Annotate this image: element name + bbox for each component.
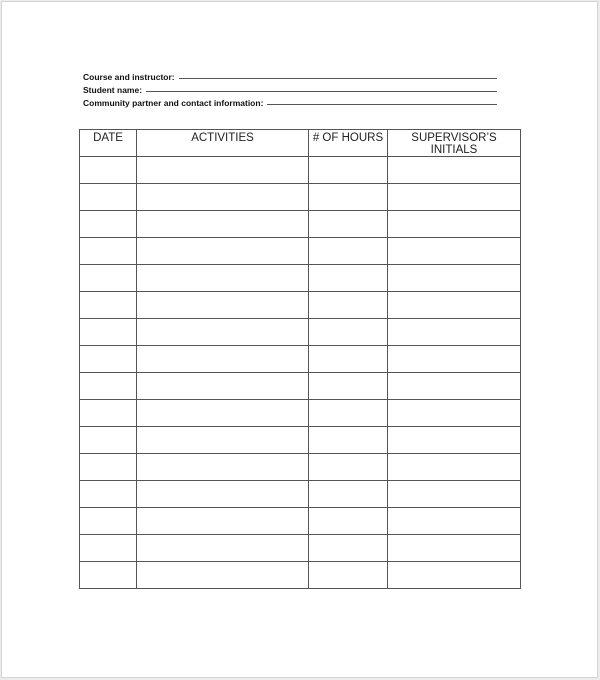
hours-cell[interactable] [309, 535, 388, 562]
table-row [80, 562, 521, 589]
initials-cell[interactable] [388, 373, 521, 400]
table-row [80, 481, 521, 508]
initials-cell[interactable] [388, 535, 521, 562]
activities-column-header: ACTIVITIES [137, 130, 309, 157]
initials-cell[interactable] [388, 427, 521, 454]
student-name-line[interactable] [146, 91, 497, 92]
activities-cell[interactable] [137, 400, 309, 427]
hours-cell[interactable] [309, 319, 388, 346]
date-column-header: DATE [80, 130, 137, 157]
activities-cell[interactable] [137, 292, 309, 319]
hours-cell[interactable] [309, 211, 388, 238]
date-cell[interactable] [80, 373, 137, 400]
hours-cell[interactable] [309, 400, 388, 427]
table-row [80, 535, 521, 562]
hours-cell[interactable] [309, 265, 388, 292]
initials-cell[interactable] [388, 211, 521, 238]
hours-cell[interactable] [309, 427, 388, 454]
activities-cell[interactable] [137, 373, 309, 400]
table-row [80, 427, 521, 454]
activities-cell[interactable] [137, 508, 309, 535]
initials-cell[interactable] [388, 454, 521, 481]
supervisor-initials-column-header: SUPERVISOR’S INITIALS [388, 130, 521, 157]
student-name-label: Student name: [83, 85, 143, 95]
hours-cell[interactable] [309, 481, 388, 508]
hours-cell[interactable] [309, 346, 388, 373]
activities-cell[interactable] [137, 319, 309, 346]
activities-cell[interactable] [137, 346, 309, 373]
date-cell[interactable] [80, 454, 137, 481]
table-row [80, 265, 521, 292]
date-cell[interactable] [80, 265, 137, 292]
hours-cell[interactable] [309, 454, 388, 481]
hours-cell[interactable] [309, 238, 388, 265]
activities-cell[interactable] [137, 535, 309, 562]
date-cell[interactable] [80, 481, 137, 508]
date-cell[interactable] [80, 184, 137, 211]
header-fields [83, 69, 497, 108]
initials-cell[interactable] [388, 481, 521, 508]
hours-cell[interactable] [309, 292, 388, 319]
course-instructor-field [83, 69, 497, 82]
course-instructor-label: Course and instructor: [83, 72, 175, 82]
initials-cell[interactable] [388, 265, 521, 292]
community-partner-label: Community partner and contact information: [83, 98, 264, 108]
activities-cell[interactable] [137, 562, 309, 589]
table-header-row [80, 130, 521, 157]
date-cell[interactable] [80, 508, 137, 535]
table-row [80, 454, 521, 481]
initials-cell[interactable] [388, 319, 521, 346]
initials-cell[interactable] [388, 562, 521, 589]
hours-cell[interactable] [309, 157, 388, 184]
table-row [80, 292, 521, 319]
activities-cell[interactable] [137, 211, 309, 238]
student-name-field [83, 82, 497, 95]
community-partner-line[interactable] [267, 104, 497, 105]
date-cell[interactable] [80, 535, 137, 562]
initials-cell[interactable] [388, 400, 521, 427]
table-row [80, 400, 521, 427]
table-row [80, 184, 521, 211]
date-cell[interactable] [80, 292, 137, 319]
table-row [80, 508, 521, 535]
activities-cell[interactable] [137, 157, 309, 184]
activities-cell[interactable] [137, 454, 309, 481]
hours-cell[interactable] [309, 373, 388, 400]
date-cell[interactable] [80, 157, 137, 184]
table-row [80, 238, 521, 265]
initials-cell[interactable] [388, 346, 521, 373]
hours-cell[interactable] [309, 562, 388, 589]
table-row [80, 373, 521, 400]
table-row [80, 346, 521, 373]
table-row [80, 211, 521, 238]
activities-cell[interactable] [137, 184, 309, 211]
date-cell[interactable] [80, 400, 137, 427]
table-row [80, 319, 521, 346]
hours-column-header: # OF HOURS [309, 130, 388, 157]
date-cell[interactable] [80, 211, 137, 238]
date-cell[interactable] [80, 427, 137, 454]
hours-cell[interactable] [309, 508, 388, 535]
date-cell[interactable] [80, 238, 137, 265]
initials-cell[interactable] [388, 238, 521, 265]
activities-cell[interactable] [137, 427, 309, 454]
initials-cell[interactable] [388, 184, 521, 211]
date-cell[interactable] [80, 346, 137, 373]
activities-cell[interactable] [137, 481, 309, 508]
initials-cell[interactable] [388, 508, 521, 535]
date-cell[interactable] [80, 562, 137, 589]
initials-cell[interactable] [388, 292, 521, 319]
date-cell[interactable] [80, 319, 137, 346]
table-body [80, 157, 521, 589]
activities-cell[interactable] [137, 238, 309, 265]
hours-cell[interactable] [309, 184, 388, 211]
community-partner-field [83, 95, 497, 108]
course-instructor-line[interactable] [179, 78, 497, 79]
activities-cell[interactable] [137, 265, 309, 292]
initials-cell[interactable] [388, 157, 521, 184]
activity-log-table [79, 129, 521, 589]
table-row [80, 157, 521, 184]
